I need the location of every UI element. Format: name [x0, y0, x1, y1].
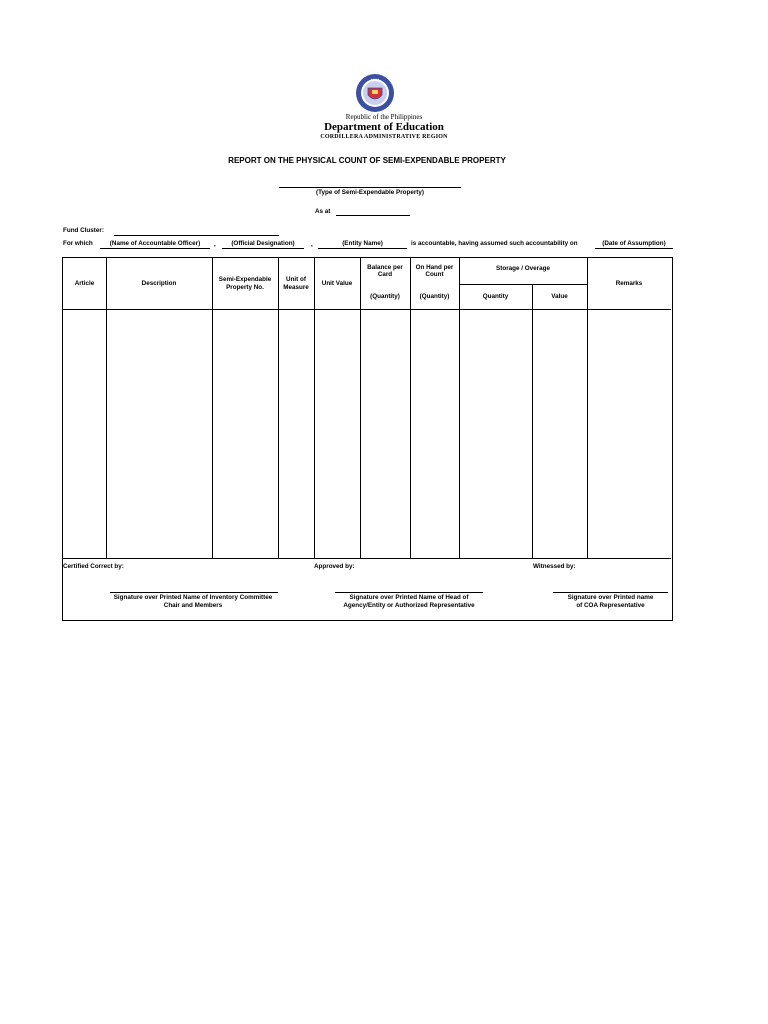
date-field-line[interactable]	[595, 248, 673, 249]
col-article: Article	[74, 279, 95, 287]
fund-cluster-field-line[interactable]	[114, 235, 279, 236]
report-title: REPORT ON THE PHYSICAL COUNT OF SEMI-EXPENDABLE PROPERTY	[228, 156, 506, 165]
designation-field-line[interactable]	[222, 248, 304, 249]
sig1-caption-line1: Signature over Printed Name of Inventory Committee	[113, 594, 273, 601]
sig3-caption-line1: Signature over Printed name	[567, 594, 654, 601]
col-unit-measure: Unit of Measure	[283, 276, 309, 291]
entity-label: (Entity Name)	[342, 240, 383, 247]
sig2-caption-line2: Agency/Entity or Authorized Representative	[343, 601, 475, 609]
inventory-table	[62, 257, 673, 621]
certified-label: Certified Correct by:	[63, 563, 124, 570]
col-property-no: Semi-Expendable Property No.	[218, 276, 272, 291]
col-description: Description	[141, 279, 177, 287]
type-label: (Type of Semi-Expendable Property)	[316, 189, 424, 196]
body-bottom-line	[63, 558, 671, 559]
sig2-caption-line1: Signature over Printed Name of Head of	[349, 594, 469, 601]
col-storage-overage: Storage / Overage	[496, 265, 550, 273]
sig2-caption	[325, 594, 493, 609]
type-field-line[interactable]	[279, 187, 461, 188]
sig3-caption-line2: of COA Representative	[576, 601, 645, 609]
col-on-hand: On Hand per Count	[415, 263, 454, 278]
fund-cluster-label: Fund Cluster:	[63, 227, 104, 234]
date-label: (Date of Assumption)	[602, 240, 666, 247]
designation-label: (Official Designation)	[231, 240, 295, 247]
for-which-label: For which	[63, 240, 93, 247]
witnessed-label: Witnessed by:	[533, 563, 576, 570]
header-department: Department of Education	[324, 121, 444, 133]
officer-field-line[interactable]	[100, 248, 210, 249]
col-divider	[212, 258, 213, 558]
col-quantity: Quantity	[482, 292, 509, 300]
col-remarks: Remarks	[615, 279, 643, 287]
sig1-line[interactable]	[110, 592, 278, 593]
header-bottom-line	[63, 309, 671, 310]
officer-label: (Name of Accountable Officer)	[109, 240, 201, 247]
svg-text:•••••: •••••	[370, 77, 380, 81]
approved-label: Approved by:	[314, 563, 355, 570]
entity-field-line[interactable]	[318, 248, 407, 249]
deped-seal-icon	[355, 73, 395, 113]
sig1-caption-line2: Chair and Members	[163, 601, 223, 609]
sig3-caption	[550, 594, 671, 609]
sig2-line[interactable]	[335, 592, 483, 593]
header-region: CORDILLERA ADMINISTRATIVE REGION	[320, 134, 448, 140]
header-republic: Republic of the Philippines	[345, 113, 423, 121]
col-unit-value: Unit Value	[321, 279, 353, 287]
accountable-text: is accountable, having assumed such accountability on	[411, 240, 578, 247]
col-value: Value	[551, 292, 568, 300]
as-at-label: As at	[315, 208, 331, 215]
col-divider	[532, 284, 533, 558]
sig3-line[interactable]	[553, 592, 668, 593]
col-balance-card: Balance per Card	[367, 263, 403, 278]
as-at-field-line[interactable]	[336, 215, 410, 216]
col-on-hand-qty: (Quantity)	[419, 292, 450, 300]
col-balance-qty: (Quantity)	[370, 292, 400, 300]
comma-1: ,	[214, 241, 216, 248]
sig1-caption	[98, 594, 288, 609]
comma-2: ,	[311, 241, 313, 248]
